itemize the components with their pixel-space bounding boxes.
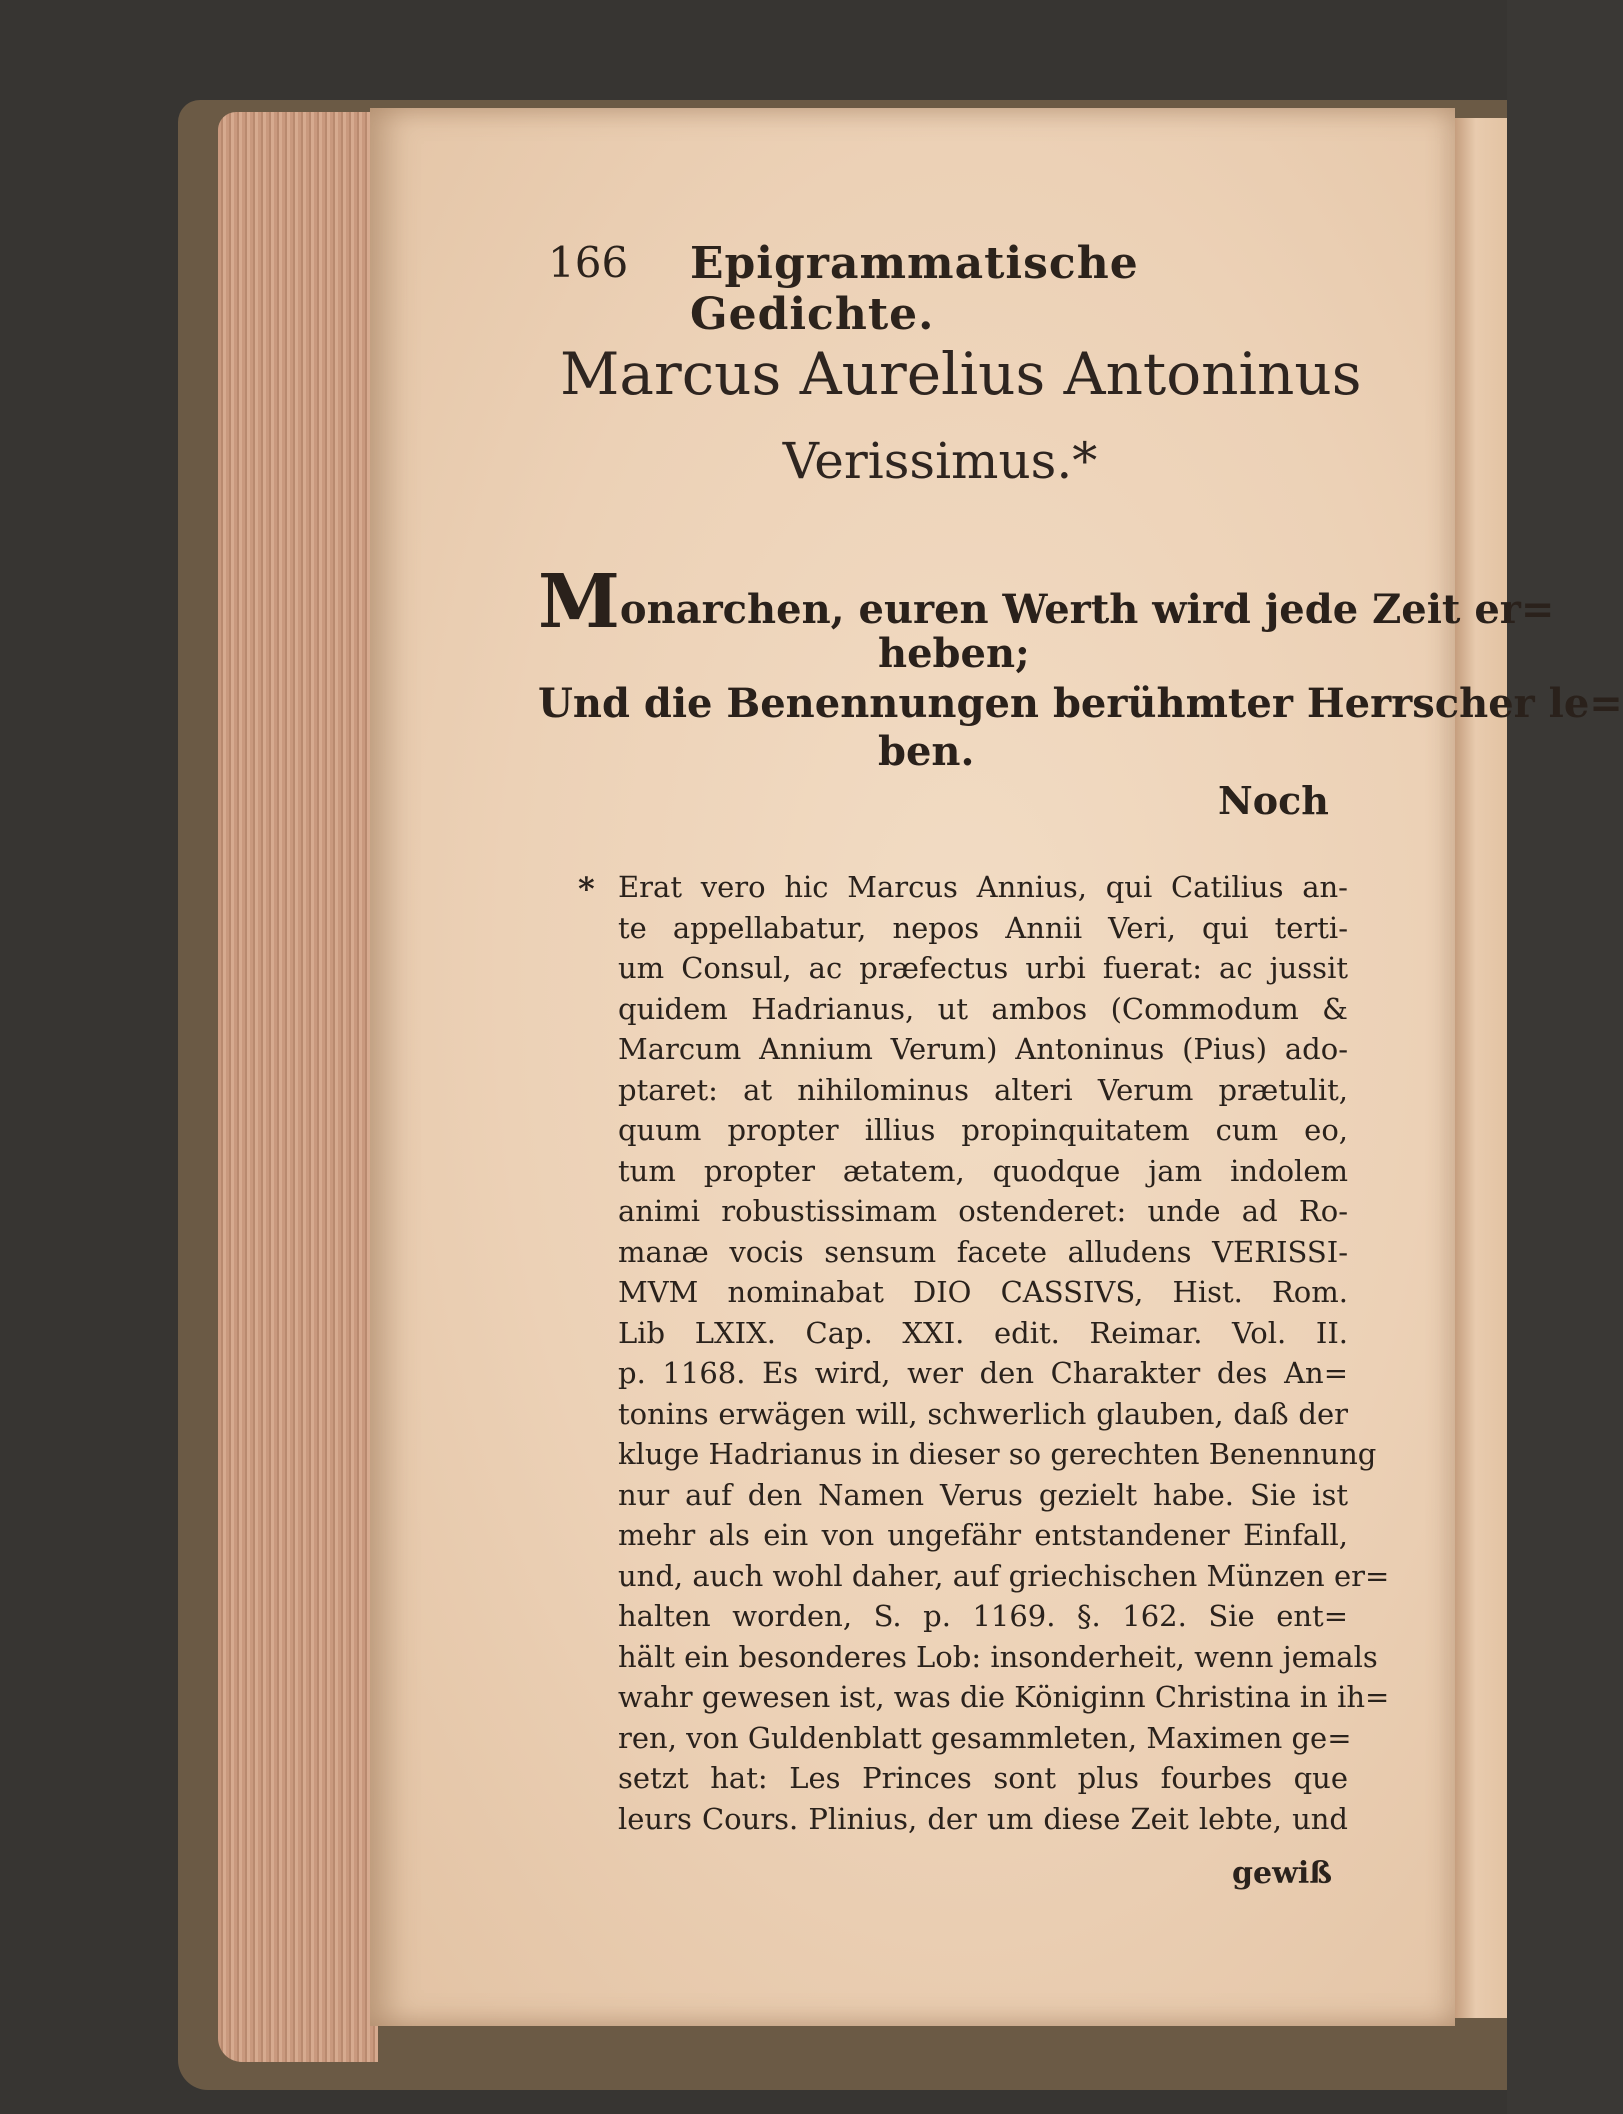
footnote-line: wahr gewesen ist, was die Königinn Christina in ih= <box>618 1680 1390 1714</box>
footnote-line: manæ vocis sensum facete alludens VERISSI- <box>618 1234 1348 1269</box>
verse-line-1 <box>538 559 1555 645</box>
footnote-catchword: gewiß <box>1232 1856 1333 1891</box>
footnote-line: MVM nominabat DIO CASSIVS, Hist. Rom. <box>618 1275 1348 1309</box>
verse-line-1-text: onarchen, euren Werth wird jede Zeit er= <box>619 586 1555 633</box>
footnote-line: Erat vero hic Marcus Annius, qui Catilius an- <box>618 870 1348 904</box>
verse-dropcap: M <box>538 559 620 645</box>
footnote-line: ren, von Guldenblatt gesammleten, Maximen ge= <box>618 1720 1352 1755</box>
footnote-line: setzt hat: Les Princes sont plus fourbes que <box>618 1761 1348 1795</box>
page-edges <box>218 112 378 2062</box>
footnote-line: tonins erwägen will, schwerlich glauben, daß der <box>618 1396 1348 1431</box>
footnote-line: hält ein besonderes Lob: insonderheit, wenn jemals <box>618 1639 1378 1674</box>
footnote-line: und, auch wohl daher, auf griechischen Münzen er= <box>618 1558 1390 1593</box>
footnote-line: quidem Hadrianus, ut ambos (Commodum & <box>618 991 1348 1026</box>
footnote-line: nur auf den Namen Verus gezielt habe. Sie ist <box>618 1477 1348 1512</box>
poem-title-line-1: Marcus Aurelius Antoninus <box>560 340 1362 408</box>
verse-line-3: Und die Benennungen berühmter Herrscher le= <box>538 680 1623 727</box>
verse-line-2: heben; <box>878 630 1030 677</box>
footnote-line: Lib LXIX. Cap. XXI. edit. Reimar. Vol. II. <box>618 1315 1348 1350</box>
footnote-line: animi robustissimam ostenderet: unde ad Ro- <box>618 1194 1348 1228</box>
footnote-marker: * <box>578 870 595 908</box>
running-title: Epigrammatische Gedichte. <box>690 238 1139 340</box>
page-number: 166 <box>548 238 629 287</box>
footnote-line: quum propter illius propinquitatem cum eo, <box>618 1113 1348 1147</box>
poem-title-line-2: Verissimus.* <box>782 432 1098 490</box>
footnote-line: ptaret: at nihilominus alteri Verum prætulit, <box>618 1072 1348 1107</box>
footnote-line: leurs Cours. Plinius, der um diese Zeit lebte, und <box>618 1801 1348 1836</box>
footnote-line: um Consul, ac præfectus urbi fuerat: ac jussit <box>618 951 1348 985</box>
footnote-line: tum propter ætatem, quodque jam indolem <box>618 1153 1348 1188</box>
footnote-line: p. 1168. Es wird, wer den Charakter des An= <box>618 1356 1348 1390</box>
facing-page-edge <box>1455 118 1507 2018</box>
footnote-line: Marcum Annium Verum) Antoninus (Pius) ado- <box>618 1032 1348 1066</box>
verse-line-4: ben. <box>878 728 975 775</box>
footnote-line: halten worden, S. p. 1169. §. 162. Sie ent= <box>618 1599 1348 1633</box>
footnote-line: kluge Hadrianus in dieser so gerechten Benennung <box>618 1437 1377 1471</box>
page-header <box>548 238 1238 340</box>
footnote-line: mehr als ein von ungefähr entstandener Einfall, <box>618 1518 1348 1552</box>
footnote-line: te appellabatur, nepos Annii Veri, qui terti- <box>618 910 1348 945</box>
verse-catchword: Noch <box>1218 778 1329 823</box>
